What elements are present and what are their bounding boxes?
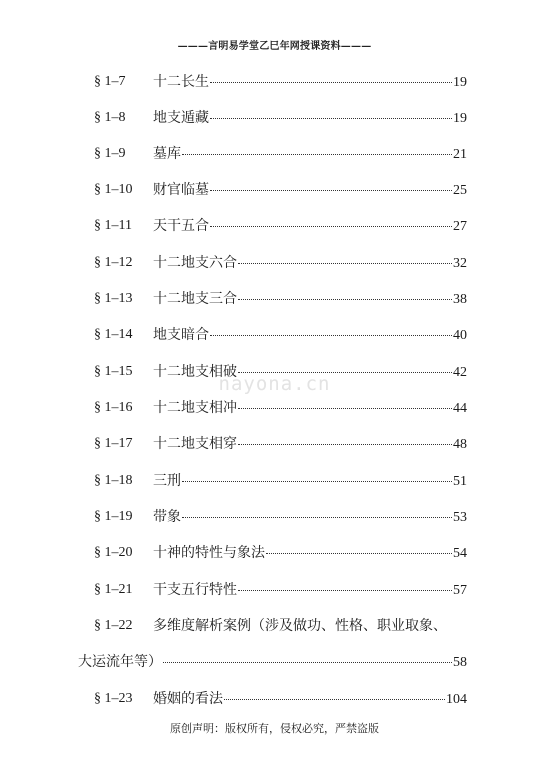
toc-section-number: § 1–13 bbox=[94, 291, 133, 306]
dot-leader bbox=[210, 321, 452, 336]
dot-leader bbox=[210, 68, 452, 83]
toc-title: 十二地支六合 bbox=[153, 255, 237, 271]
dot-leader bbox=[210, 104, 452, 119]
toc-page-number: 42 bbox=[453, 365, 467, 380]
toc-title: 婚姻的看法 bbox=[153, 691, 223, 707]
toc-title: 三刑 bbox=[153, 473, 181, 489]
toc-row[interactable] bbox=[0, 287, 549, 311]
toc-row-wrapped[interactable] bbox=[0, 614, 549, 638]
copyright-footer: 原创声明：版权所有，侵权必究，严禁盗版 bbox=[170, 722, 379, 735]
toc-page-number: 40 bbox=[453, 328, 467, 343]
toc-page-number: 51 bbox=[453, 474, 467, 489]
dot-leader bbox=[238, 576, 452, 591]
dot-leader bbox=[238, 394, 452, 409]
toc-title: 地支遁藏 bbox=[153, 110, 209, 126]
toc-title: 财官临墓 bbox=[153, 182, 209, 198]
toc-section-number: § 1–15 bbox=[94, 364, 133, 379]
dot-leader bbox=[210, 176, 452, 191]
toc-title: 十二地支相破 bbox=[153, 364, 237, 380]
toc-title-line-1: 多维度解析案例（涉及做功、性格、职业取象、 bbox=[153, 618, 447, 634]
dot-leader bbox=[266, 539, 452, 554]
toc-title: 干支五行特性 bbox=[153, 582, 237, 598]
toc-title: 带象 bbox=[153, 509, 181, 525]
dot-leader bbox=[224, 685, 445, 700]
toc-row[interactable] bbox=[0, 214, 549, 238]
watermark: nayona.cn bbox=[218, 373, 331, 395]
toc-section-number: § 1–20 bbox=[94, 545, 133, 560]
toc-row-continuation[interactable] bbox=[0, 650, 549, 674]
toc-page-number: 58 bbox=[453, 655, 467, 670]
toc-page-number: 54 bbox=[453, 546, 467, 561]
toc-section-number: § 1–18 bbox=[94, 473, 133, 488]
toc-row[interactable] bbox=[0, 541, 549, 565]
dot-leader bbox=[210, 212, 452, 227]
toc-row[interactable] bbox=[0, 505, 549, 529]
toc-title: 地支暗合 bbox=[153, 327, 209, 343]
dot-leader bbox=[182, 503, 452, 518]
dot-leader bbox=[238, 430, 452, 445]
dot-leader bbox=[182, 467, 452, 482]
toc-title: 十神的特性与象法 bbox=[153, 545, 265, 561]
toc-page-number: 25 bbox=[453, 183, 467, 198]
toc-section-number: § 1–22 bbox=[94, 618, 133, 633]
toc-row[interactable] bbox=[0, 578, 549, 602]
toc-row[interactable] bbox=[0, 396, 549, 420]
toc-section-number: § 1–10 bbox=[94, 182, 133, 197]
dot-leader bbox=[238, 358, 452, 373]
toc-row[interactable] bbox=[0, 106, 549, 130]
toc-page-number: 19 bbox=[453, 75, 467, 90]
toc-page-number: 104 bbox=[446, 692, 467, 707]
toc-page-number: 57 bbox=[453, 583, 467, 598]
toc-page-number: 27 bbox=[453, 219, 467, 234]
toc-row[interactable] bbox=[0, 251, 549, 275]
toc-row[interactable] bbox=[0, 142, 549, 166]
toc-row[interactable] bbox=[0, 687, 549, 711]
toc-page-number: 38 bbox=[453, 292, 467, 307]
toc-section-number: § 1–12 bbox=[94, 255, 133, 270]
toc-title: 十二地支三合 bbox=[153, 291, 237, 307]
toc-section-number: § 1–14 bbox=[94, 327, 133, 342]
toc-row[interactable] bbox=[0, 323, 549, 347]
toc-title: 天干五合 bbox=[153, 218, 209, 234]
dot-leader bbox=[238, 285, 452, 300]
toc-page-number: 32 bbox=[453, 256, 467, 271]
toc-row[interactable] bbox=[0, 70, 549, 94]
toc-title-line-2: 大运流年等） bbox=[78, 654, 162, 670]
toc-section-number: § 1–17 bbox=[94, 436, 133, 451]
toc-title: 墓库 bbox=[153, 146, 181, 162]
toc-page-number: 53 bbox=[453, 510, 467, 525]
toc-row[interactable] bbox=[0, 469, 549, 493]
dot-leader bbox=[238, 249, 452, 264]
toc-row[interactable] bbox=[0, 432, 549, 456]
toc-section-number: § 1–7 bbox=[94, 74, 126, 89]
toc-section-number: § 1–23 bbox=[94, 691, 133, 706]
dot-leader bbox=[163, 648, 452, 663]
toc-page-number: 21 bbox=[453, 147, 467, 162]
page-header: ———言明易学堂乙巳年网授课资料——— bbox=[177, 41, 372, 52]
toc-page-number: 44 bbox=[453, 401, 467, 416]
toc-section-number: § 1–19 bbox=[94, 509, 133, 524]
toc-page-number: 48 bbox=[453, 437, 467, 452]
toc-section-number: § 1–21 bbox=[94, 582, 133, 597]
toc-page-number: 19 bbox=[453, 111, 467, 126]
toc-row[interactable] bbox=[0, 178, 549, 202]
dot-leader bbox=[182, 140, 452, 155]
toc-section-number: § 1–11 bbox=[94, 218, 132, 233]
toc-title: 十二地支相冲 bbox=[153, 400, 237, 416]
toc-title: 十二地支相穿 bbox=[153, 436, 237, 452]
toc-section-number: § 1–16 bbox=[94, 400, 133, 415]
toc-section-number: § 1–8 bbox=[94, 110, 126, 125]
toc-title: 十二长生 bbox=[153, 74, 209, 90]
toc-section-number: § 1–9 bbox=[94, 146, 126, 161]
